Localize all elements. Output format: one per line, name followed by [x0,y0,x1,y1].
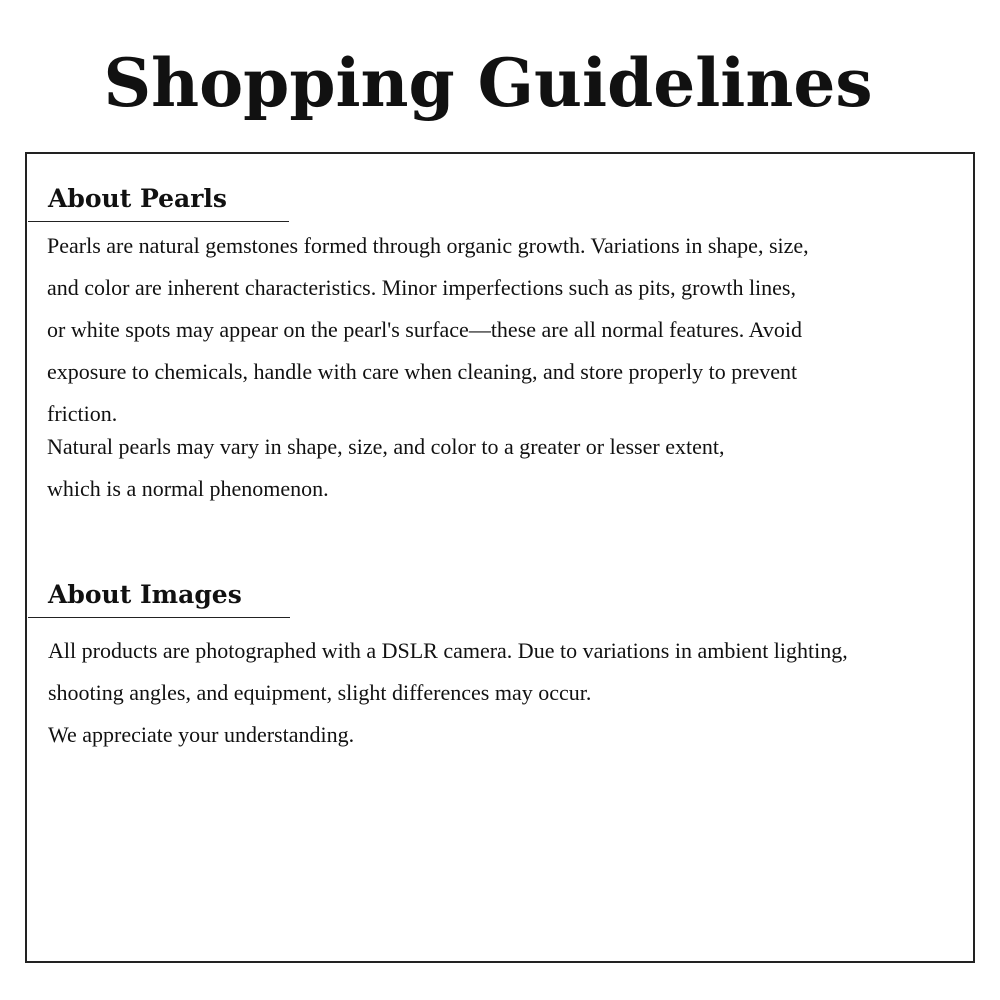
section-heading-about-pearls: About Pearls [48,184,227,213]
images-paragraph-line: shooting angles, and equipment, slight differences may occur. [48,680,592,705]
pearls-paragraph-line: and color are inherent characteristics. Minor imperfections such as pits, growth lines, [47,275,796,300]
images-paragraph-line: We appreciate your understanding. [48,722,355,747]
images-paragraph [48,630,848,756]
pearls-paragraph-line: Pearls are natural gemstones formed through organic growth. Variations in shape, size, [47,233,809,258]
section-underline-pearls [28,221,289,222]
page-title: Shopping Guidelines [103,44,873,122]
section-underline-images [28,617,290,618]
pearls-paragraph-line: exposure to chemicals, handle with care when cleaning, and store properly to prevent [47,359,798,384]
section-heading-about-images: About Images [48,580,242,609]
pearls-paragraph [47,225,809,435]
pearls-paragraph-line: friction. [47,401,118,426]
pearls-paragraph-line: or white spots may appear on the pearl's surface—these are all normal features. Avoid [47,317,802,342]
pearls-variation-paragraph [47,426,724,510]
pearls-variation-line: which is a normal phenomenon. [47,476,329,501]
pearls-variation-line: Natural pearls may vary in shape, size, and color to a greater or lesser extent, [47,434,725,459]
images-paragraph-line: All products are photographed with a DSLR camera. Due to variations in ambient lighting, [48,638,848,663]
